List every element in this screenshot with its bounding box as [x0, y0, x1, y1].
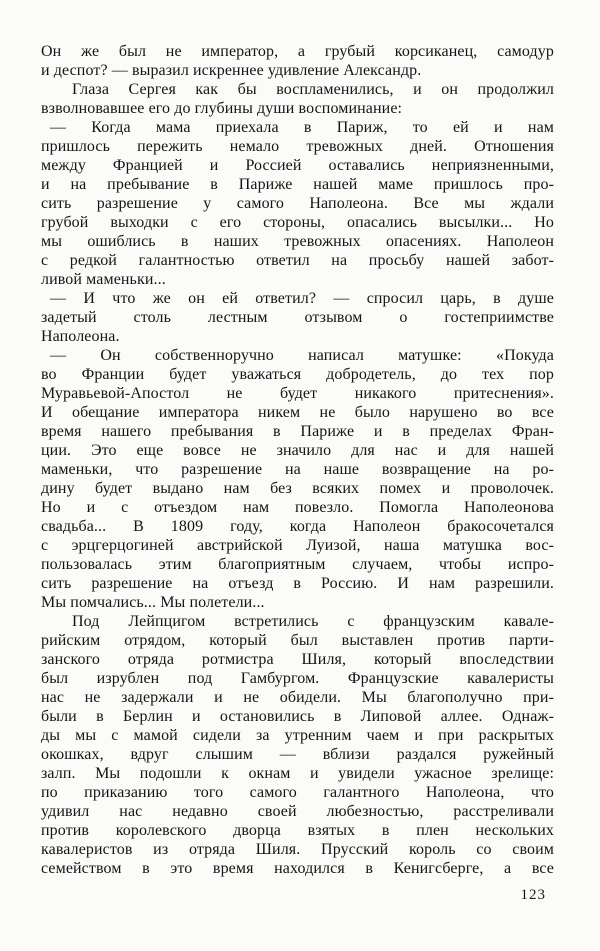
text-line: удивил нас недавно своей любезностью, расстреливали [41, 803, 554, 820]
text-line: свадьба... В 1809 году, когда Наполеон бракосочетался [41, 518, 554, 535]
text-line: ции. Это еще вовсе не значило для нас и для нашей [41, 442, 554, 459]
paragraph [41, 612, 554, 878]
text-line: между Францией и Россией оставались неприязненными, [41, 157, 554, 174]
text-line: с эрцгерцогиней австрийской Луизой, наша матушка вос- [41, 537, 554, 554]
text-line: залп. Мы подошли к окнам и увидели ужасное зрелище: [41, 765, 554, 782]
text-line: с редкой галантностью ответил на просьбу нашей забот- [41, 252, 554, 269]
text-line: и деспот? — выразил искреннее удивление Александр. [41, 62, 422, 79]
text-line: занского отряда ротмистра Шиля, который впоследствии [41, 651, 554, 668]
text-line: Он же был не император, а грубый корсиканец, самодур [41, 43, 554, 60]
text-block [41, 42, 554, 878]
text-line: был изрублен под Гамбургом. Французские кавалеристы [41, 670, 554, 687]
text-line: ливой маменьки... [41, 271, 166, 288]
page-number: 123 [520, 887, 546, 903]
text-line: Но и с отъездом нам повезло. Помогла Наполеонова [41, 499, 554, 516]
paragraph [41, 289, 554, 346]
text-line: окошках, вдруг слышим — вблизи раздался ружейный [41, 746, 554, 763]
paragraph [41, 80, 554, 118]
text-line: Глаза Сергея как бы воспламенились, и он продолжил [72, 81, 554, 98]
text-line: Мы помчались... Мы полетели... [41, 594, 265, 611]
text-line: — И что же он ей ответил? — спросил царь, в душе [50, 290, 554, 307]
text-line: — Он собственноручно написал матушке: «Покуда [50, 347, 554, 364]
text-line: семейством в это время находился в Кенигсберге, а все [41, 860, 554, 877]
text-line: рийским отрядом, который был выставлен против парти- [41, 632, 554, 649]
text-line: по приказанию того самого галантного Наполеона, что [41, 784, 554, 801]
text-line: ды мы с мамой сидели за утренним чаем и при раскрытых [41, 727, 554, 744]
text-line: сить разрешение у самого Наполеона. Все мы ждали [41, 195, 554, 212]
text-line: кавалеристов из отряда Шиля. Прусский король со своим [41, 841, 554, 858]
text-line: задетый столь лестным отзывом о гостеприимстве [41, 309, 554, 326]
text-line: дину будет выдано нам без всяких помех и проволочек. [41, 480, 554, 497]
text-line: нас не задержали и не обидели. Мы благополучно при- [41, 689, 554, 706]
text-line: были в Берлин и остановились в Липовой аллее. Однаж- [41, 708, 554, 725]
text-line: маменьки, что разрешение на наше возвращение на ро- [41, 461, 554, 478]
text-line: во Франции будет уважаться добродетель, до тех пор [41, 366, 554, 383]
text-line: взволновавшее его до глубины души воспоминание: [41, 100, 403, 117]
text-line: пришлось пережить немало тревожных дней. Отношения [41, 138, 554, 155]
text-line: сить разрешение на отъезд в Россию. И нам разрешили. [41, 575, 554, 592]
text-line: время нашего пребывания в Париже и в пределах Фран- [41, 423, 554, 440]
paragraph [41, 42, 554, 80]
text-line: мы ошиблись в наших тревожных опасениях. Наполеон [41, 233, 554, 250]
text-line: против королевского дворца взятых в плен нескольких [41, 822, 554, 839]
text-line: грубой выходки с его стороны, опасались высылки... Но [41, 214, 554, 231]
text-line: Под Лейпцигом встретились с французским кавале- [72, 613, 554, 630]
text-line: — Когда мама приехала в Париж, то ей и нам [50, 119, 554, 136]
text-line: и на пребывание в Париже нашей маме пришлось про- [41, 176, 554, 193]
text-line: И обещание императора никем не было нарушено во все [41, 404, 554, 421]
text-line: пользовалась этим благоприятным случаем, чтобы испро- [41, 556, 554, 573]
text-line: Муравьевой-Апостол не будет никакого притеснения». [41, 385, 554, 402]
paragraph [41, 346, 554, 612]
text-line: Наполеона. [41, 328, 120, 345]
paragraph [41, 118, 554, 289]
